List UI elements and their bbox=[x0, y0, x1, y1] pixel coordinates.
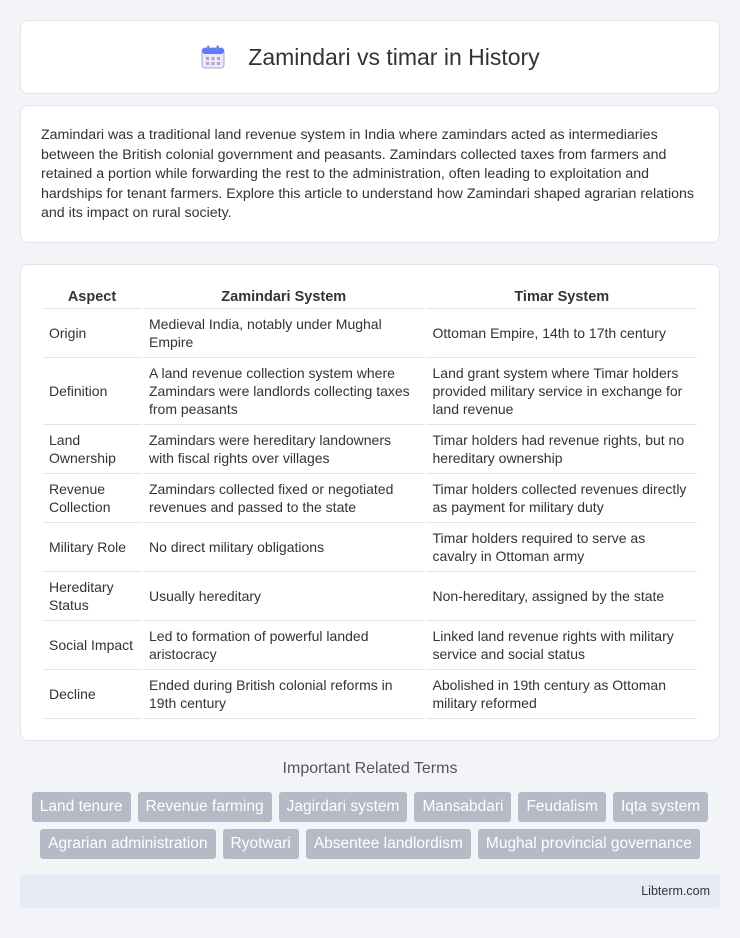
table-cell-zamindari: Zamindars were hereditary landowners with fiscal rights over villages bbox=[143, 425, 425, 474]
related-term-tag[interactable]: Ryotwari bbox=[223, 829, 299, 859]
footer-site-link[interactable]: Libterm.com bbox=[641, 884, 710, 898]
table-row bbox=[43, 474, 697, 523]
related-terms-section bbox=[20, 760, 720, 859]
table-cell-timar: Timar holders required to serve as cavalry in Ottoman army bbox=[427, 523, 697, 572]
table-cell-zamindari: Usually hereditary bbox=[143, 572, 425, 621]
column-header-timar: Timar System bbox=[427, 285, 697, 309]
table-row bbox=[43, 621, 697, 670]
table-cell-aspect: Revenue Collection bbox=[43, 474, 141, 523]
table-cell-aspect: Military Role bbox=[43, 523, 141, 572]
table-cell-zamindari: Medieval India, notably under Mughal Empire bbox=[143, 309, 425, 358]
comparison-table bbox=[41, 285, 699, 719]
table-row bbox=[43, 572, 697, 621]
related-term-tag[interactable]: Absentee landlordism bbox=[306, 829, 471, 859]
intro-card bbox=[20, 105, 720, 243]
related-term-tag[interactable]: Iqta system bbox=[613, 792, 708, 822]
related-term-tag[interactable]: Jagirdari system bbox=[279, 792, 408, 822]
table-cell-aspect: Definition bbox=[43, 358, 141, 425]
table-cell-timar: Non-hereditary, assigned by the state bbox=[427, 572, 697, 621]
table-cell-timar: Timar holders collected revenues directly as payment for military duty bbox=[427, 474, 697, 523]
column-header-zamindari: Zamindari System bbox=[143, 285, 425, 309]
table-cell-zamindari: A land revenue collection system where Zamindars were landlords collecting taxes from peasants bbox=[143, 358, 425, 425]
intro-text: Zamindari was a traditional land revenue system in India where zamindars acted as intermediaries between the British colonial government and peasants. Zamindars collected taxes from farmers and retained a portion while forwarding the rest to the administration, often leading to exploitation and hardships for tenant farmers. Explore this article to understand how Zamindari shaped agrarian relations and its impact on rural society. bbox=[41, 127, 694, 222]
calendar-icon bbox=[200, 44, 226, 70]
table-cell-aspect: Origin bbox=[43, 309, 141, 358]
related-term-tag[interactable]: Agrarian administration bbox=[40, 829, 215, 859]
table-cell-timar: Timar holders had revenue rights, but no hereditary ownership bbox=[427, 425, 697, 474]
table-cell-timar: Ottoman Empire, 14th to 17th century bbox=[427, 309, 697, 358]
related-term-tag[interactable]: Feudalism bbox=[518, 792, 606, 822]
table-cell-timar: Land grant system where Timar holders provided military service in exchange for land revenue bbox=[427, 358, 697, 425]
header-card bbox=[20, 20, 720, 94]
table-row bbox=[43, 425, 697, 474]
table-cell-zamindari: Led to formation of powerful landed aristocracy bbox=[143, 621, 425, 670]
related-term-tag[interactable]: Mughal provincial governance bbox=[478, 829, 700, 859]
related-term-tag[interactable]: Land tenure bbox=[32, 792, 131, 822]
related-terms-title: Important Related Terms bbox=[282, 760, 458, 777]
table-cell-aspect: Land Ownership bbox=[43, 425, 141, 474]
table-cell-zamindari: Zamindars collected fixed or negotiated revenues and passed to the state bbox=[143, 474, 425, 523]
related-term-tag[interactable]: Revenue farming bbox=[138, 792, 272, 822]
table-cell-aspect: Decline bbox=[43, 670, 141, 719]
table-cell-timar: Abolished in 19th century as Ottoman military reformed bbox=[427, 670, 697, 719]
table-row bbox=[43, 309, 697, 358]
page-title: Zamindari vs timar in History bbox=[248, 43, 540, 70]
table-cell-timar: Linked land revenue rights with military service and social status bbox=[427, 621, 697, 670]
table-header-row bbox=[43, 285, 697, 309]
table-row bbox=[43, 523, 697, 572]
table-cell-aspect: Social Impact bbox=[43, 621, 141, 670]
table-cell-zamindari: No direct military obligations bbox=[143, 523, 425, 572]
table-cell-zamindari: Ended during British colonial reforms in 19th century bbox=[143, 670, 425, 719]
table-cell-aspect: Hereditary Status bbox=[43, 572, 141, 621]
comparison-table-card bbox=[20, 264, 720, 741]
related-terms-tags bbox=[20, 792, 720, 859]
column-header-aspect: Aspect bbox=[43, 285, 141, 309]
table-row bbox=[43, 358, 697, 425]
footer bbox=[20, 874, 720, 908]
related-term-tag[interactable]: Mansabdari bbox=[414, 792, 511, 822]
table-row bbox=[43, 670, 697, 719]
